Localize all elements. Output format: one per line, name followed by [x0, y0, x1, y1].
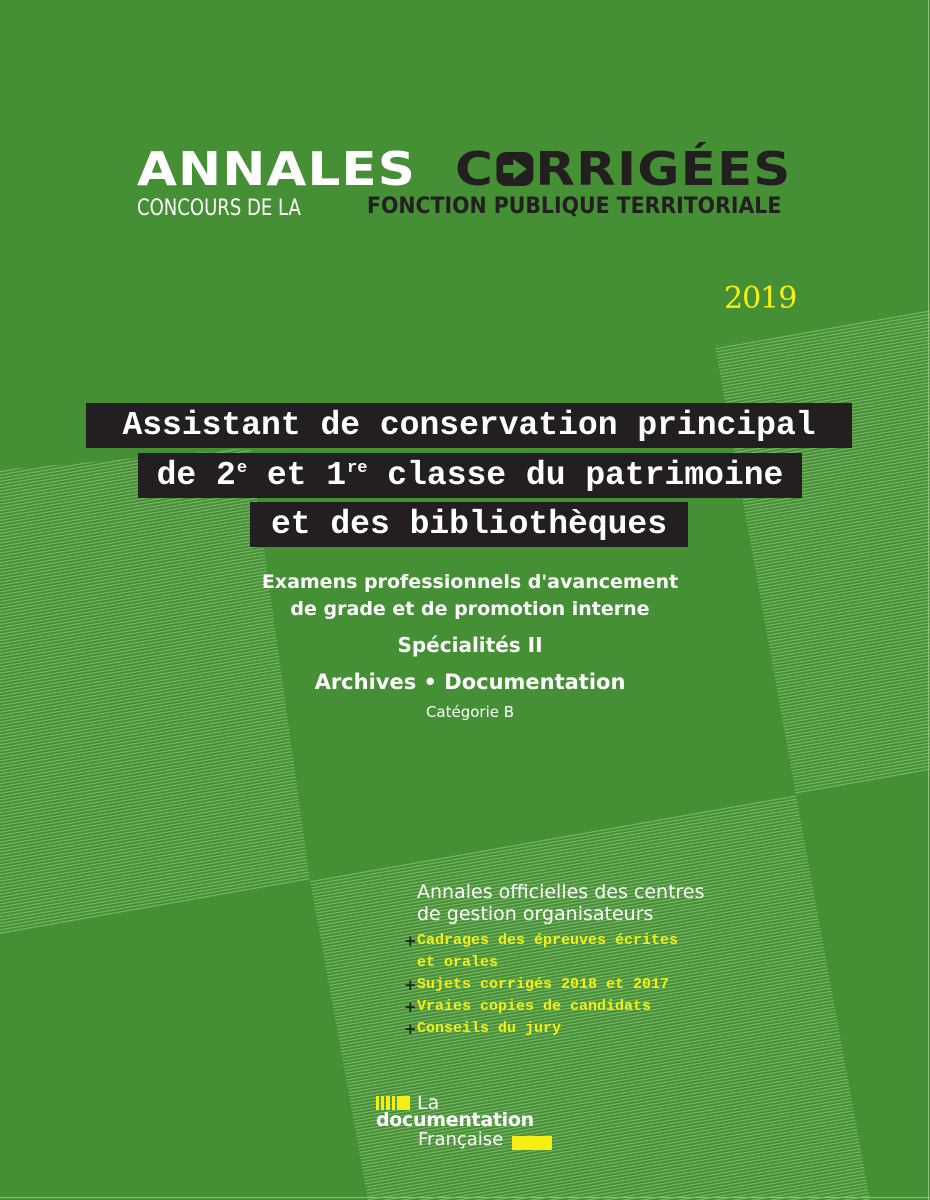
stripe-shape-top-right [715, 310, 930, 795]
feature-text: Sujets corrigés 2018 et 2017 [417, 976, 670, 993]
feature-item [404, 1018, 777, 1040]
feature-item [404, 930, 777, 974]
feature-item [404, 996, 777, 1018]
domains: Archives • Documentation [314, 670, 626, 694]
series-subtitle [137, 194, 803, 222]
brand-corrigees-prefix: C [455, 142, 494, 196]
features-intro-line-1: Annales officielles des centres [417, 881, 705, 903]
title-line-3: et des bibliothèques [250, 502, 688, 547]
publisher-la: La [417, 1092, 440, 1114]
logo-yellow-block [512, 1136, 552, 1150]
publisher-documentation: documentation [376, 1109, 534, 1131]
brand-corrigees [455, 142, 792, 196]
feature-list [404, 930, 777, 1040]
features-intro [417, 881, 777, 925]
frame-edge-right [928, 0, 929, 1200]
title-line-2 [138, 453, 802, 498]
feature-text-continued: et orales [417, 954, 499, 971]
feature-text: Conseils du jury [417, 1020, 562, 1037]
title-superscript-e: e [236, 459, 248, 478]
publisher-francaise: Française [418, 1129, 504, 1150]
title-line-2-part-c: classe du patrimoine [367, 457, 784, 494]
plus-icon: + [404, 1020, 417, 1038]
series-subtitle-light: CONCOURS DE LA [137, 196, 301, 221]
feature-text: Vraies copies de candidats [417, 998, 652, 1015]
frame-edge-bottom [0, 1197, 930, 1198]
feature-item [404, 974, 777, 996]
title-line-1: Assistant de conservation principal [86, 403, 852, 448]
features-intro-line-2: de gestion organisateurs [417, 903, 654, 925]
plus-icon: + [404, 932, 417, 950]
title-superscript-re: re [347, 459, 368, 478]
arrow-right-icon [496, 152, 533, 186]
title-line-2-part-b: et 1 [247, 457, 347, 494]
feature-text: Cadrages des épreuves écrites [417, 932, 679, 949]
features-block [404, 881, 777, 1056]
title-line-2-part-a: de 2 [156, 457, 236, 494]
plus-icon: + [404, 998, 417, 1016]
edition-year: 2019 [724, 281, 797, 316]
brand-corrigees-suffix: RRIGÉES [535, 142, 792, 196]
series-header [137, 142, 803, 222]
exam-type-line-2: de grade et de promotion interne [290, 598, 650, 620]
series-subtitle-bold: FONCTION PUBLIQUE TERRITORIALE [367, 194, 782, 219]
brand-annales: ANNALES [137, 142, 416, 196]
exam-type-line-1: Examens professionnels d'avancement [261, 571, 679, 593]
barcode-logo-icon [376, 1096, 414, 1110]
series-brand [137, 142, 803, 196]
category: Catégorie B [425, 703, 515, 721]
specialty: Spécialités II [397, 633, 543, 657]
plus-icon: + [404, 976, 417, 994]
publisher-logo [376, 1094, 556, 1154]
